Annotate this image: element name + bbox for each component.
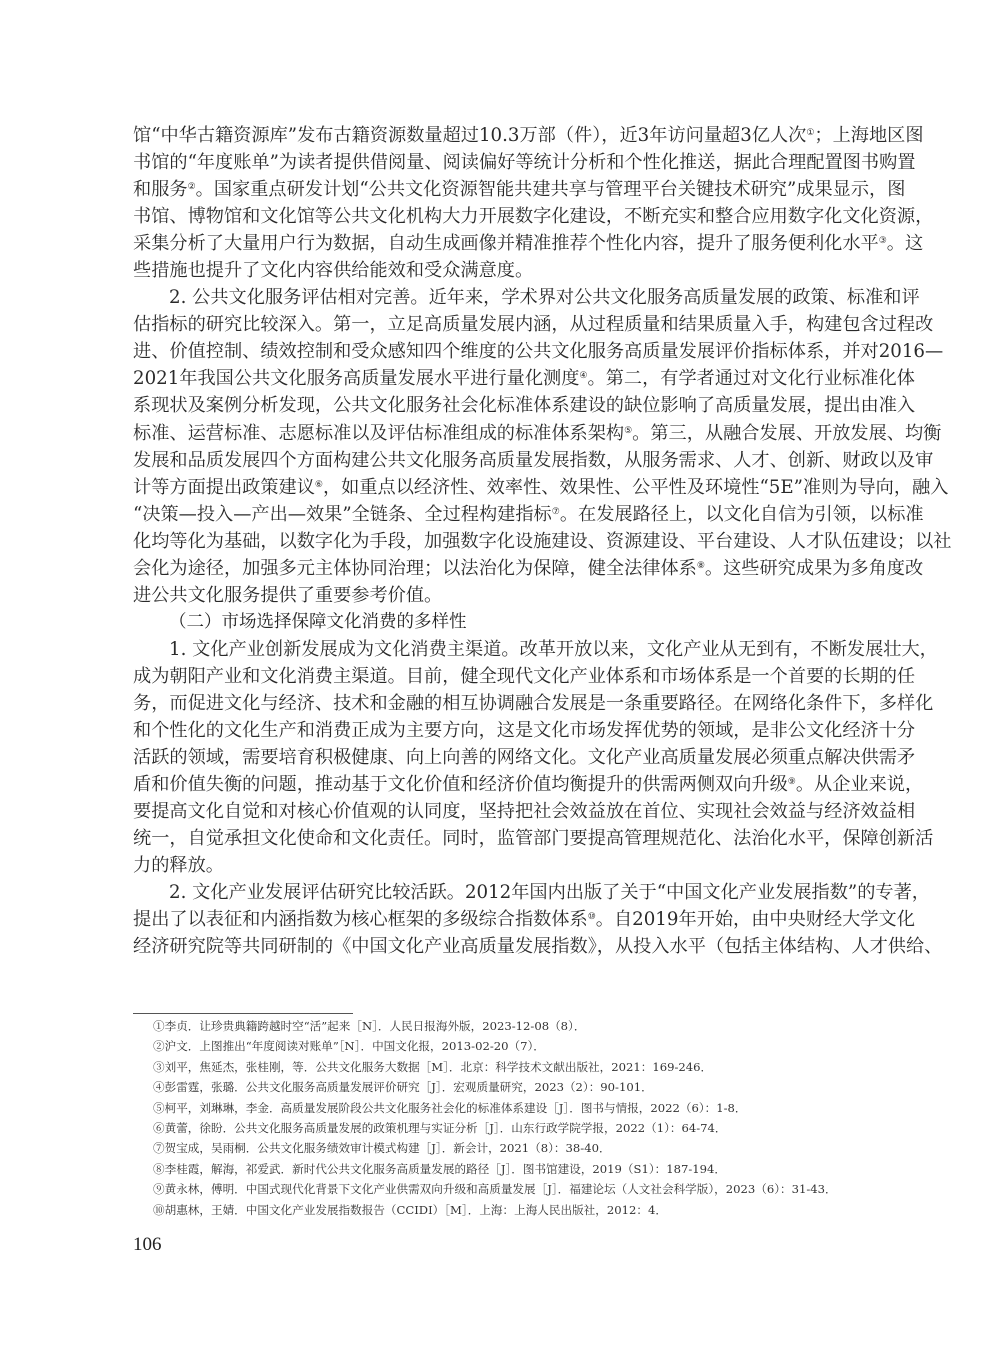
text-line: 化均等化为基础，以数字化为手段，加强数字化设施建设、资源建设、平台建设、人才队伍建设；以社 [133, 530, 952, 552]
footnote-item: ④彭雷霆，张璐．公共文化服务高质量发展评价研究［J］．宏观质量研究，2023（2）：90-101． [153, 1080, 653, 1095]
text-line: 务，而促进文化与经济、技术和金融的相互协调融合发展是一条重要路径。在网络化条件下，多样化 [133, 692, 934, 714]
footnote-rule [133, 1013, 353, 1014]
text-line: 进、价值控制、绩效控制和受众感知四个维度的公共文化服务高质量发展评价指标体系，并对2016— [133, 341, 944, 363]
text-span: 和服务 [133, 179, 188, 201]
text-span: 盾和价值失衡的问题，推动基于文化价值和经济价值均衡提升的供需两侧双向升级 [133, 774, 788, 796]
text-span: 2021年我国公共文化服务高质量发展水平进行量化测度 [133, 368, 580, 390]
text-line [133, 906, 915, 933]
text-line: 经济研究院等共同研制的《中国文化产业高质量发展指数》，从投入水平（包括主体结构、人才供给、 [133, 936, 943, 958]
footnote-ref[interactable]: ③ [878, 236, 887, 247]
section-heading: （二）市场选择保障文化消费的多样性 [169, 611, 467, 632]
footnote-item: ⑧李桂霞，解海，祁爱武．新时代公共文化服务高质量发展的路径［J］．图书馆建设，2019（S1）：187-194． [153, 1161, 726, 1176]
text-span: 计等方面提出政策建议 [133, 476, 315, 498]
text-line: 活跃的领域，需要培育积极健康、向上向善的网络文化。文化产业高质量发展必须重点解决供需矛 [133, 747, 916, 769]
text-span: ；上海地区图 [814, 125, 924, 146]
footnote-ref[interactable]: ⑦ [551, 506, 560, 517]
text-span: 会化为途径，加强多元主体协同治理；以法治化为保障，健全法律体系 [133, 557, 697, 579]
text-line [133, 176, 906, 203]
footnote-item: ⑦贺宝成，吴雨桐．公共文化服务绩效审计模式构建［J］．新会计，2021（8）：38-40． [153, 1141, 611, 1156]
text-line [133, 771, 924, 798]
text-span: 标准、运营标准、志愿标准以及评估标准组成的标准体系架构 [133, 422, 625, 444]
text-line: 估指标的研究比较深入。第一，立足高质量发展内涵，从过程质量和结果质量入手，构建包含过程改 [133, 314, 934, 336]
footnote-item: ⑨黄永林，傅明．中国式现代化背景下文化产业供需双向升级和高质量发展［J］．福建论坛（人文社会科学版），2023（6）：31-43． [153, 1182, 837, 1197]
body-text [133, 122, 952, 960]
footnote-item: ③刘平，焦延杰，张桂刚，等．公共文化服务大数据［M］．北京：科学技术文献出版社，2021：169-246． [153, 1059, 713, 1074]
footnotes [153, 1016, 869, 1220]
text-line: 2. 公共文化服务评估相对完善。近年来，学术界对公共文化服务高质量发展的政策、标准和评 [169, 287, 920, 309]
text-span: 馆“中华古籍资源库”发布古籍资源数量超过10.3万部（件），近3年访问量超3亿人次 [133, 125, 807, 146]
text-line: 进公共文化服务提供了重要参考价值。 [133, 584, 443, 606]
text-span: “决策—投入—产出—效果”全链条、全过程构建指标 [133, 503, 552, 525]
text-line [133, 122, 924, 149]
text-span: 。从企业来说， [795, 774, 924, 796]
text-line: 力的释放。 [133, 855, 224, 877]
text-span: 。国家重点研发计划“公共文化资源智能共建共享与管理平台关键技术研究”成果显示，图 [195, 179, 906, 201]
text-span: 。这 [886, 233, 924, 255]
footnote-item: ⑤柯平，刘琳琳，李金．高质量发展阶段公共文化服务社会化的标准体系建设［J］．图书与情报，2022（6）：1-8． [153, 1100, 747, 1115]
text-span: ，如重点以经济性、效率性、效果性、公平性及环境性“5E”准则为导向，融入 [322, 476, 949, 498]
text-line: 些措施也提升了文化内容供给能效和受众满意度。 [133, 260, 534, 282]
text-line: 系现状及案例分析发现，公共文化服务社会化标准体系建设的缺位影响了高质量发展，提出由准入 [133, 395, 916, 417]
text-line [133, 230, 924, 257]
footnote-ref[interactable]: ① [806, 128, 815, 138]
text-line [133, 501, 924, 528]
footnote-ref[interactable]: ⑨ [787, 777, 796, 788]
text-line: 统一，自觉承担文化使命和文化责任。同时，监管部门要提高管理规范化、法治化水平，保障创新活 [133, 828, 934, 850]
text-line: 和个性化的文化生产和消费正成为主要方向，这是文化市场发挥优势的领域，是非公文化经济十分 [133, 720, 916, 742]
footnote-ref[interactable]: ⑤ [624, 425, 633, 436]
text-line: 发展和品质发展四个方面构建公共文化服务高质量发展指数，从服务需求、人才、创新、财政以及审 [133, 449, 934, 471]
text-span: 。在发展路径上，以文化自信为引领，以标准 [559, 503, 924, 525]
text-span: 。这些研究成果为多角度改 [704, 557, 924, 579]
text-line: 1. 文化产业创新发展成为文化消费主渠道。改革开放以来，文化产业从无到有，不断发展壮大， [169, 638, 938, 660]
text-span: 。第二，有学者通过对文化行业标准化体 [587, 368, 915, 390]
page-number: 106 [133, 1234, 162, 1255]
footnote-ref[interactable]: ② [187, 182, 196, 193]
text-span: 提出了以表征和内涵指数为核心框架的多级综合指数体系 [133, 909, 588, 931]
footnote-item: ⑥黄蕾，徐盼．公共文化服务高质量发展的政策机理与实证分析［J］．山东行政学院学报，2022（1）：64-74． [153, 1120, 727, 1135]
text-line: 书馆的“年度账单”为读者提供借阅量、阅读偏好等统计分析和个性化推送，据此合理配置图书购置 [133, 152, 916, 174]
text-line [133, 420, 942, 447]
footnote-ref[interactable]: ⑧ [696, 560, 705, 571]
footnote-item: ①李贞．让珍贵典籍跨越时空“活”起来［N］．人民日报海外版，2023-12-08（8）． [153, 1019, 586, 1033]
footnote-ref[interactable]: ⑩ [587, 912, 596, 923]
text-line: 成为朝阳产业和文化消费主渠道。目前，健全现代文化产业体系和市场体系是一个首要的长期的任 [133, 665, 916, 687]
text-line [133, 365, 915, 392]
text-line [133, 474, 949, 501]
text-line [133, 555, 924, 582]
text-span: 。自2019年开始，由中央财经大学文化 [595, 909, 915, 931]
footnote-item: ⑩胡惠林，王婧．中国文化产业发展指数报告（CCIDI）［M］．上海：上海人民出版社，2012：4． [153, 1202, 667, 1217]
text-line: 书馆、博物馆和文化馆等公共文化机构大力开展数字化建设，不断充实和整合应用数字化文化资源， [133, 206, 934, 228]
text-line: 2. 文化产业发展评估研究比较活跃。2012年国内出版了关于“中国文化产业发展指数”的专著， [169, 882, 930, 904]
footnote-ref[interactable]: ⑥ [314, 479, 323, 490]
footnote-ref[interactable]: ④ [579, 371, 588, 382]
text-line: 要提高文化自觉和对核心价值观的认同度，坚持把社会效益放在首位、实现社会效益与经济效益相 [133, 801, 916, 823]
text-span: 采集分析了大量用户行为数据，自动生成画像并精准推荐个性化内容，提升了服务便利化水平 [133, 233, 879, 255]
footnote-item: ②沪文．上图推出“年度阅读对账单”［N］．中国文化报，2013-02-20（7）． [153, 1039, 545, 1054]
text-span: 。第三，从融合发展、开放发展、均衡 [632, 422, 942, 444]
